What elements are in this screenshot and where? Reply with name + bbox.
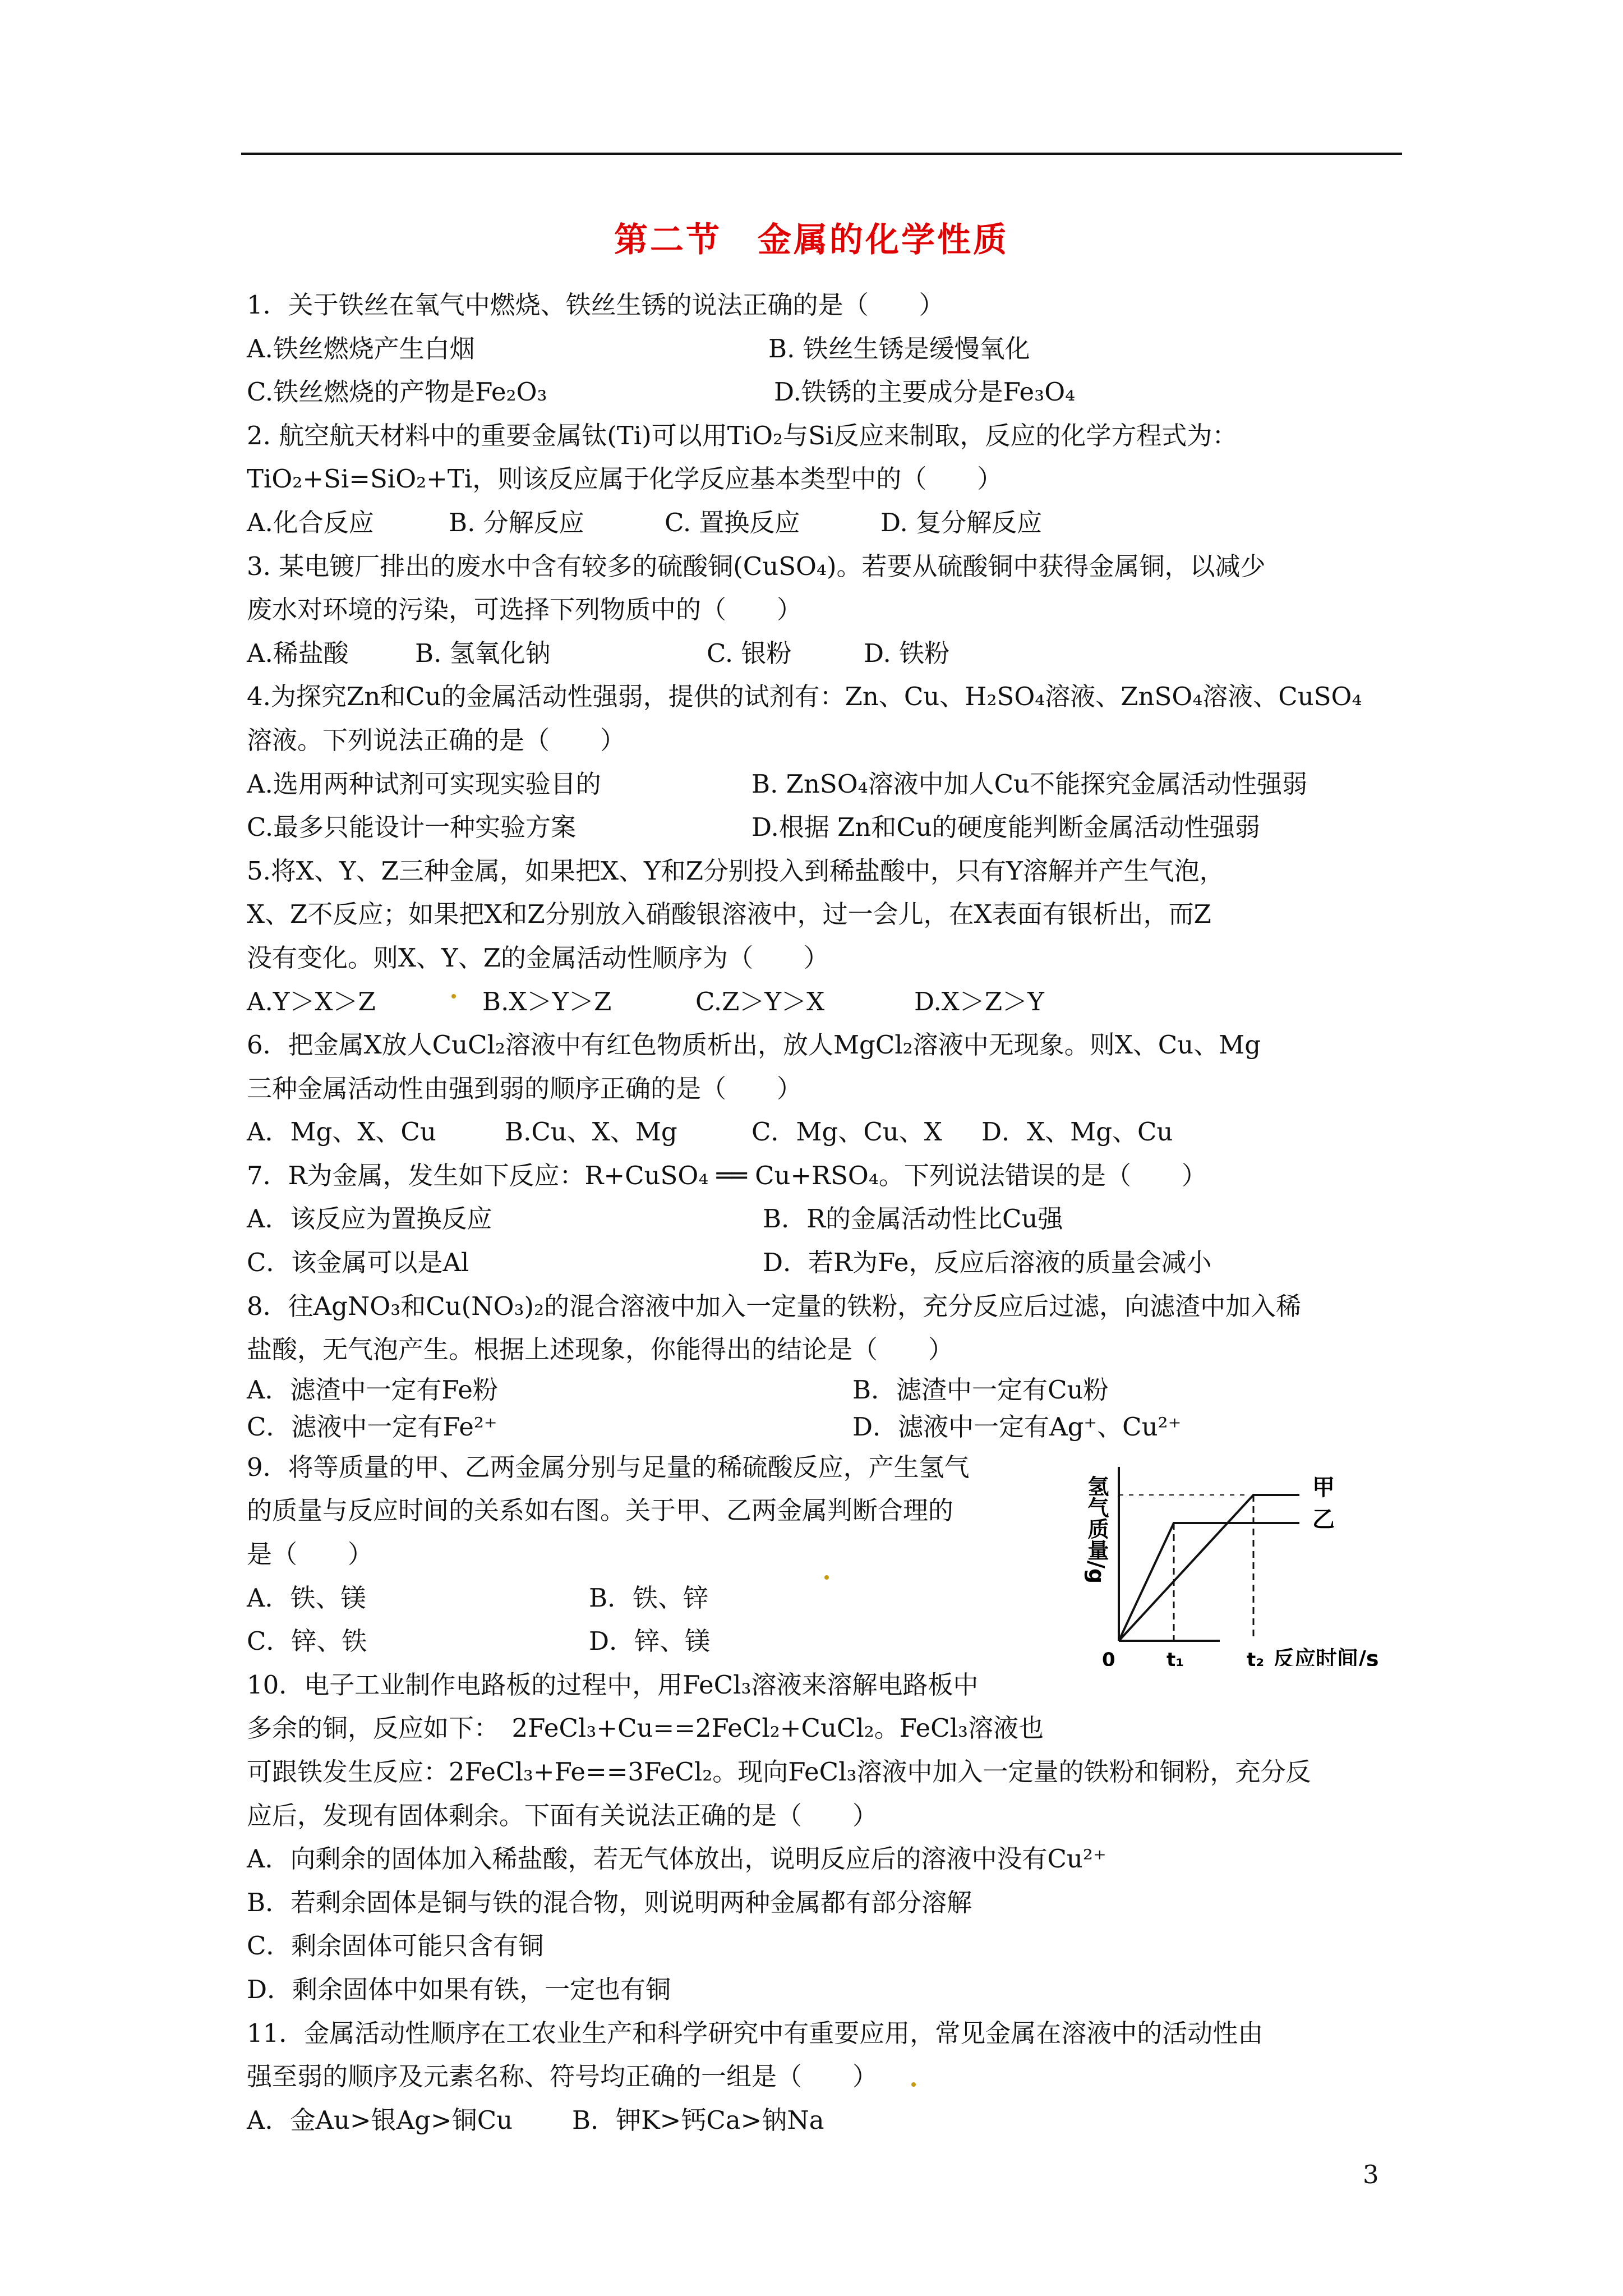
- question-5-stem: X、Z不反应；如果把X和Z分别放入硝酸银溶液中，过一会儿，在X表面有银析出，而Z: [247, 899, 1211, 930]
- question-10-option-d: D．剩余固体中如果有铁，一定也有铜: [247, 1974, 671, 2004]
- question-10-option-a: A．向剩余的固体加入稀盐酸，若无气体放出，说明反应后的溶液中没有Cu²⁺: [247, 1844, 1106, 1874]
- question-6-options: [247, 1110, 1391, 1154]
- option: D．若R为Fe，反应后溶液的质量会减小: [763, 1248, 1212, 1278]
- option: A.铁丝燃烧产生白烟: [247, 333, 475, 364]
- option: B. ZnSO₄溶液中加人Cu不能探究金属活动性强弱: [751, 769, 1308, 799]
- graph-svg: [1080, 1453, 1416, 1666]
- question-8-options-row-2: [247, 1409, 1391, 1446]
- option: A．Mg、X、Cu: [247, 1117, 436, 1147]
- option: A.化合反应: [247, 507, 374, 537]
- question-4-stem: 4.为探究Zn和Cu的金属活动性强弱，提供的试剂有：Zn、Cu、H₂SO₄溶液、ZnSO₄溶液、CuSO₄: [247, 682, 1362, 712]
- question-2-stem: TiO₂+Si=SiO₂+Ti，则该反应属于化学反应基本类型中的（ ）: [247, 464, 1003, 494]
- scan-dot: [824, 1575, 829, 1580]
- option: D. 铁粉: [864, 638, 950, 668]
- option: A.Y＞X＞Z: [247, 986, 376, 1016]
- question-8-stem: 盐酸，无气泡产生。根据上述现象，你能得出的结论是（ ）: [247, 1335, 954, 1365]
- question-7-options-row-2: [247, 1241, 1391, 1285]
- option: B. 氢氧化钠: [415, 638, 551, 668]
- option: C.铁丝燃烧的产物是Fe₂O₃: [247, 377, 547, 407]
- hydrogen-mass-time-graph: [1080, 1453, 1416, 1666]
- option: C.Z＞Y＞X: [695, 986, 825, 1016]
- question-9-stem: 是（ ）: [247, 1539, 374, 1570]
- option: D.X＞Z＞Y: [914, 986, 1044, 1016]
- series-yi-label: 乙: [1312, 1507, 1335, 1533]
- option: C.最多只能设计一种实验方案: [247, 812, 577, 843]
- series-yi-line: [1119, 1523, 1299, 1641]
- option: C．锌、铁: [247, 1626, 367, 1657]
- scan-dot: [911, 2082, 916, 2087]
- option: A．滤渣中一定有Fe粉: [247, 1374, 498, 1405]
- question-1-options-row-1: [247, 327, 1391, 371]
- question-4-options-row-1: [247, 762, 1391, 806]
- question-2-stem: 2. 航空航天材料中的重要金属钛(Ti)可以用TiO₂与Si反应来制取，反应的化学方程式为：: [247, 420, 1238, 450]
- question-list: [247, 283, 1391, 2142]
- section-title: 第二节 金属的化学性质: [614, 220, 1009, 260]
- question-1-options-row-2: [247, 370, 1391, 414]
- t1-label: t₁: [1166, 1649, 1184, 1666]
- option: D.根据 Zn和Cu的硬度能判断金属活动性强弱: [751, 812, 1260, 843]
- option: B. 分解反应: [449, 507, 584, 537]
- page-number: 3: [1363, 2160, 1379, 2189]
- question-3-options: [247, 632, 1391, 675]
- question-6-stem: 三种金属活动性由强到弱的顺序正确的是（ ）: [247, 1073, 803, 1103]
- option: A.选用两种试剂可实现实验目的: [247, 769, 601, 799]
- question-1-stem: 1．关于铁丝在氧气中燃烧、铁丝生锈的说法正确的是（ ）: [247, 290, 944, 320]
- question-3-stem: 废水对环境的污染，可选择下列物质中的（ ）: [247, 595, 803, 625]
- question-5-options: [247, 980, 1391, 1024]
- question-9-options-row-2: [247, 1619, 1077, 1663]
- option: B．滤渣中一定有Cu粉: [852, 1374, 1109, 1405]
- question-11-stem: 11．金属活动性顺序在工农业生产和科学研究中有重要应用，常见金属在溶液中的活动性由: [247, 2018, 1264, 2048]
- question-10-stem: 可跟铁发生反应：2FeCl₃+Fe==3FeCl₂。现向FeCl₃溶液中加入一定量的铁粉和铜粉，充分反: [247, 1757, 1311, 1787]
- option: B．R的金属活动性比Cu强: [763, 1204, 1063, 1234]
- option: D.铁锈的主要成分是Fe₃O₄: [774, 377, 1076, 407]
- option: D．锌、镁: [589, 1626, 711, 1657]
- option: A．该反应为置换反应: [247, 1204, 492, 1234]
- option: C．滤液中一定有Fe²⁺: [247, 1411, 497, 1442]
- y-axis-label: 氢气质量/g: [1084, 1475, 1109, 1584]
- question-5-stem: 5.将X、Y、Z三种金属，如果把X、Y和Z分别投入到稀盐酸中，只有Y溶解并产生气泡，: [247, 855, 1225, 886]
- option: A.稀盐酸: [247, 638, 349, 668]
- question-9-options-row-1: [247, 1576, 1077, 1620]
- scan-dot: [451, 994, 456, 999]
- question-11-options: [247, 2099, 1391, 2142]
- question-8-options-row-1: [247, 1372, 1391, 1409]
- question-6-stem: 6．把金属X放人CuCl₂溶液中有红色物质析出，放人MgCl₂溶液中无现象。则X、Cu、Mg: [247, 1030, 1261, 1060]
- option: A．金Au>银Ag>铜Cu: [247, 2105, 513, 2135]
- question-10-option-b: B．若剩余固体是铜与铁的混合物，则说明两种金属都有部分溶解: [247, 1887, 972, 1917]
- origin-label: 0: [1102, 1649, 1115, 1666]
- question-10-option-c: C．剩余固体可能只含有铜: [247, 1931, 544, 1961]
- question-5-stem: 没有变化。则X、Y、Z的金属活动性顺序为（ ）: [247, 942, 829, 973]
- question-3-stem: 3. 某电镀厂排出的废水中含有较多的硫酸铜(CuSO₄)。若要从硫酸铜中获得金属铜，以减少: [247, 551, 1266, 581]
- question-7-options-row-1: [247, 1197, 1391, 1241]
- option: A．铁、镁: [247, 1582, 366, 1613]
- option: D．X、Mg、Cu: [981, 1117, 1173, 1147]
- question-4-options-row-2: [247, 806, 1391, 849]
- option: C. 置换反应: [665, 507, 800, 537]
- question-10-stem: 10．电子工业制作电路板的过程中，用FeCl₃溶液来溶解电路板中: [247, 1669, 979, 1700]
- option: B.X＞Y＞Z: [482, 986, 612, 1016]
- option: D．滤液中一定有Ag⁺、Cu²⁺: [852, 1411, 1182, 1442]
- option: C．该金属可以是Al: [247, 1248, 469, 1278]
- option: B. 铁丝生锈是缓慢氧化: [768, 333, 1030, 364]
- option: C．Mg、Cu、X: [751, 1117, 942, 1147]
- option: C. 银粉: [707, 638, 792, 668]
- question-10-stem: 应后，发现有固体剩余。下面有关说法正确的是（ ）: [247, 1800, 878, 1830]
- question-9-stem: 的质量与反应时间的关系如右图。关于甲、乙两金属判断合理的: [247, 1496, 954, 1526]
- x-axis-label: 反应时间/s: [1273, 1646, 1379, 1666]
- question-9-stem: 9．将等质量的甲、乙两金属分别与足量的稀硫酸反应，产生氢气: [247, 1452, 970, 1482]
- option: B．铁、锌: [589, 1582, 709, 1613]
- question-2-options: [247, 501, 1391, 545]
- question-8-stem: 8．往AgNO₃和Cu(NO₃)₂的混合溶液中加入一定量的铁粉，充分反应后过滤，向滤渣中加入稀: [247, 1291, 1302, 1321]
- option: B．钾K>钙Ca>钠Na: [572, 2105, 824, 2135]
- header-rule: [241, 153, 1402, 155]
- option: B.Cu、X、Mg: [505, 1117, 677, 1147]
- question-10-stem: 多余的铜，反应如下： 2FeCl₃+Cu==2FeCl₂+CuCl₂。FeCl₃溶液也: [247, 1713, 1044, 1743]
- series-jia-line: [1119, 1495, 1299, 1641]
- question-11-stem: 强至弱的顺序及元素名称、符号均正确的一组是（ ）: [247, 2062, 878, 2092]
- option: D. 复分解反应: [880, 507, 1043, 537]
- question-7-stem: 7．R为金属，发生如下反应：R+CuSO₄ ══ Cu+RSO₄。下列说法错误的是（ ）: [247, 1160, 1207, 1190]
- question-4-stem: 溶液。下列说法正确的是（ ）: [247, 725, 626, 755]
- t2-label: t₂: [1247, 1649, 1265, 1666]
- series-jia-label: 甲: [1312, 1475, 1335, 1501]
